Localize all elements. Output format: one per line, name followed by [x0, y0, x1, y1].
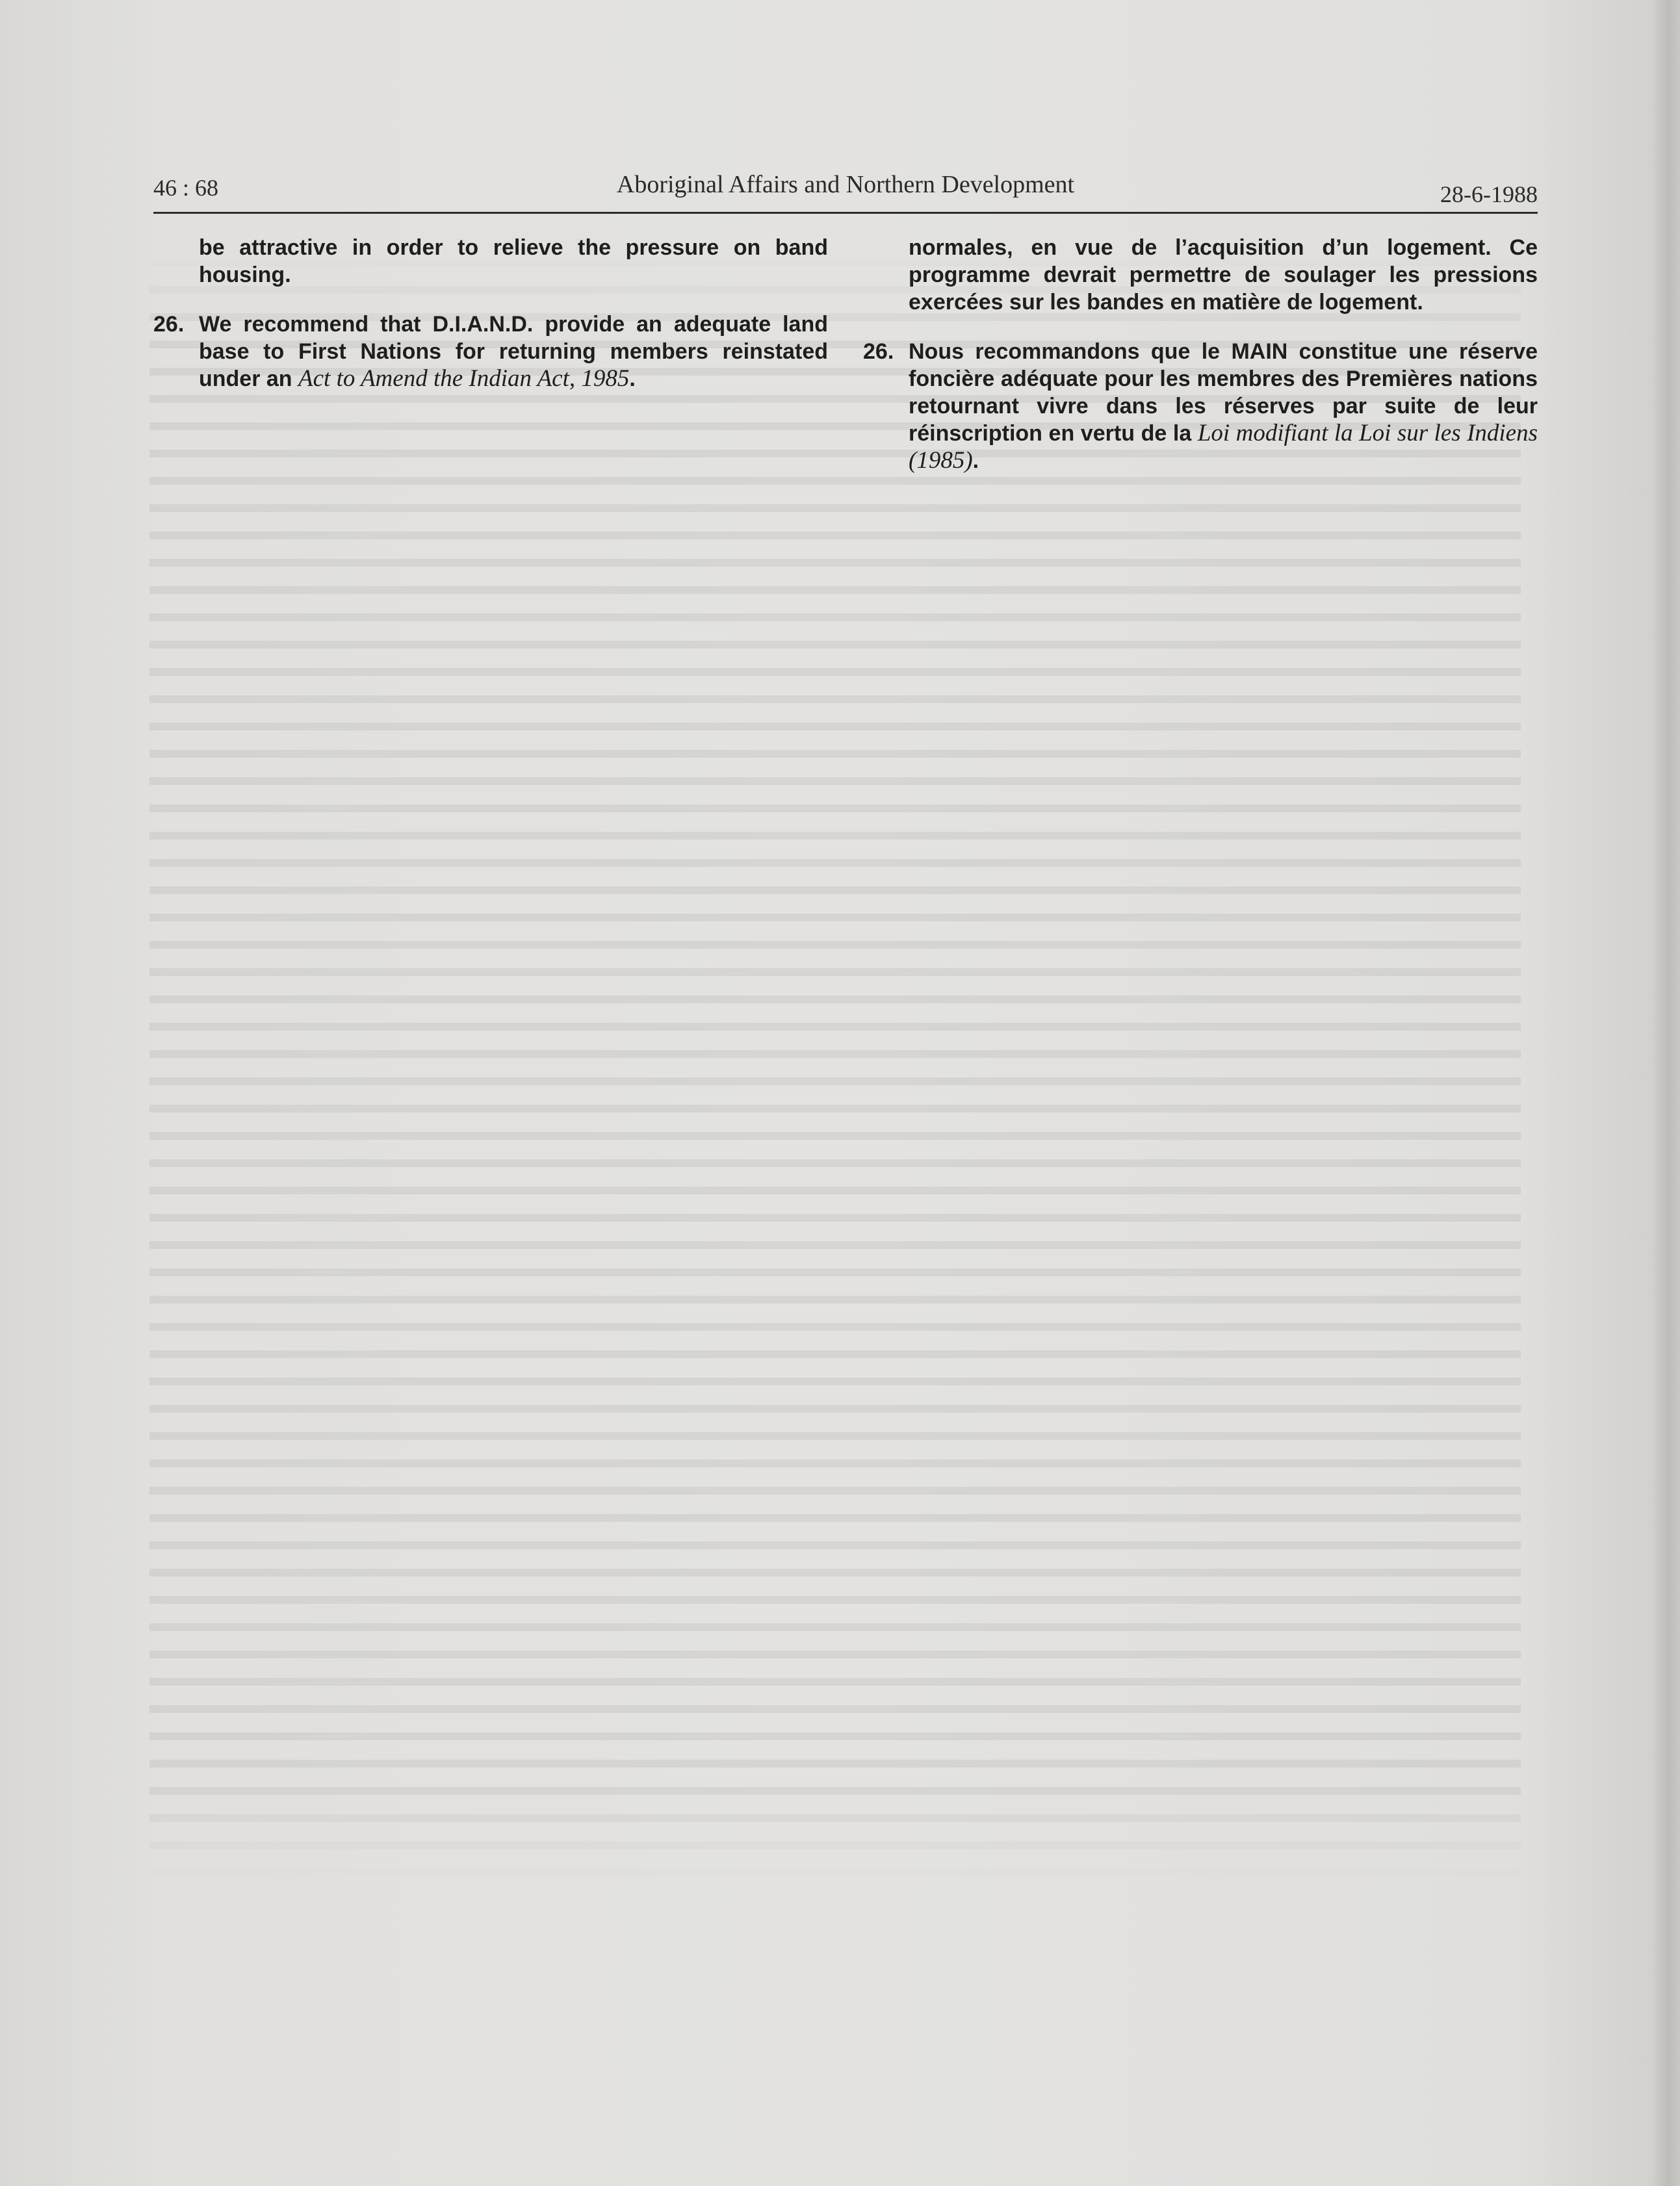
french-column: [863, 234, 1538, 496]
recommendation-text: [909, 338, 1538, 474]
recommendation-26-fr: [863, 338, 1538, 474]
act-title-italic: Act to Amend the Indian Act, 1985: [298, 365, 630, 392]
recommendation-number: 26.: [863, 339, 894, 364]
recommendation-text: [199, 311, 828, 392]
header-rule: [153, 212, 1538, 214]
header-date: 28-6-1988: [1440, 181, 1538, 207]
act-title-italic: Loi modifiant la Loi sur les Indiens (1985): [909, 420, 1538, 474]
english-column: [153, 234, 828, 415]
recommendation-26-en: [153, 311, 828, 392]
header-title: Aboriginal Affairs and Northern Development: [616, 171, 1075, 198]
running-header: [153, 170, 1538, 212]
recommendation-text-lead: We recommend that D.I.A.N.D. provide an adequate land base to First Nations for returning members reinstated under an: [199, 312, 828, 391]
recommendation-number: 26.: [153, 312, 185, 337]
continued-paragraph-en: be attractive in order to relieve the pressure on band housing.: [199, 235, 828, 287]
page-number: 46 : 68: [153, 175, 219, 201]
continued-paragraph-fr: normales, en vue de l’acquisition d’un logement. Ce programme devrait permettre de soulager les pressions exercées sur les bandes en matière de logement.: [909, 235, 1538, 315]
page-edge-shadow: [1651, 0, 1680, 2186]
recommendation-text-lead: Nous recommandons que le MAIN constitue une réserve foncière adéquate pour les membres des Premières nations retournant vivre dans les réserves par suite de leur réinscription en vertu de la: [909, 339, 1538, 446]
recommendation-text-end: .: [629, 366, 636, 391]
recommendation-text-end: .: [972, 448, 979, 473]
